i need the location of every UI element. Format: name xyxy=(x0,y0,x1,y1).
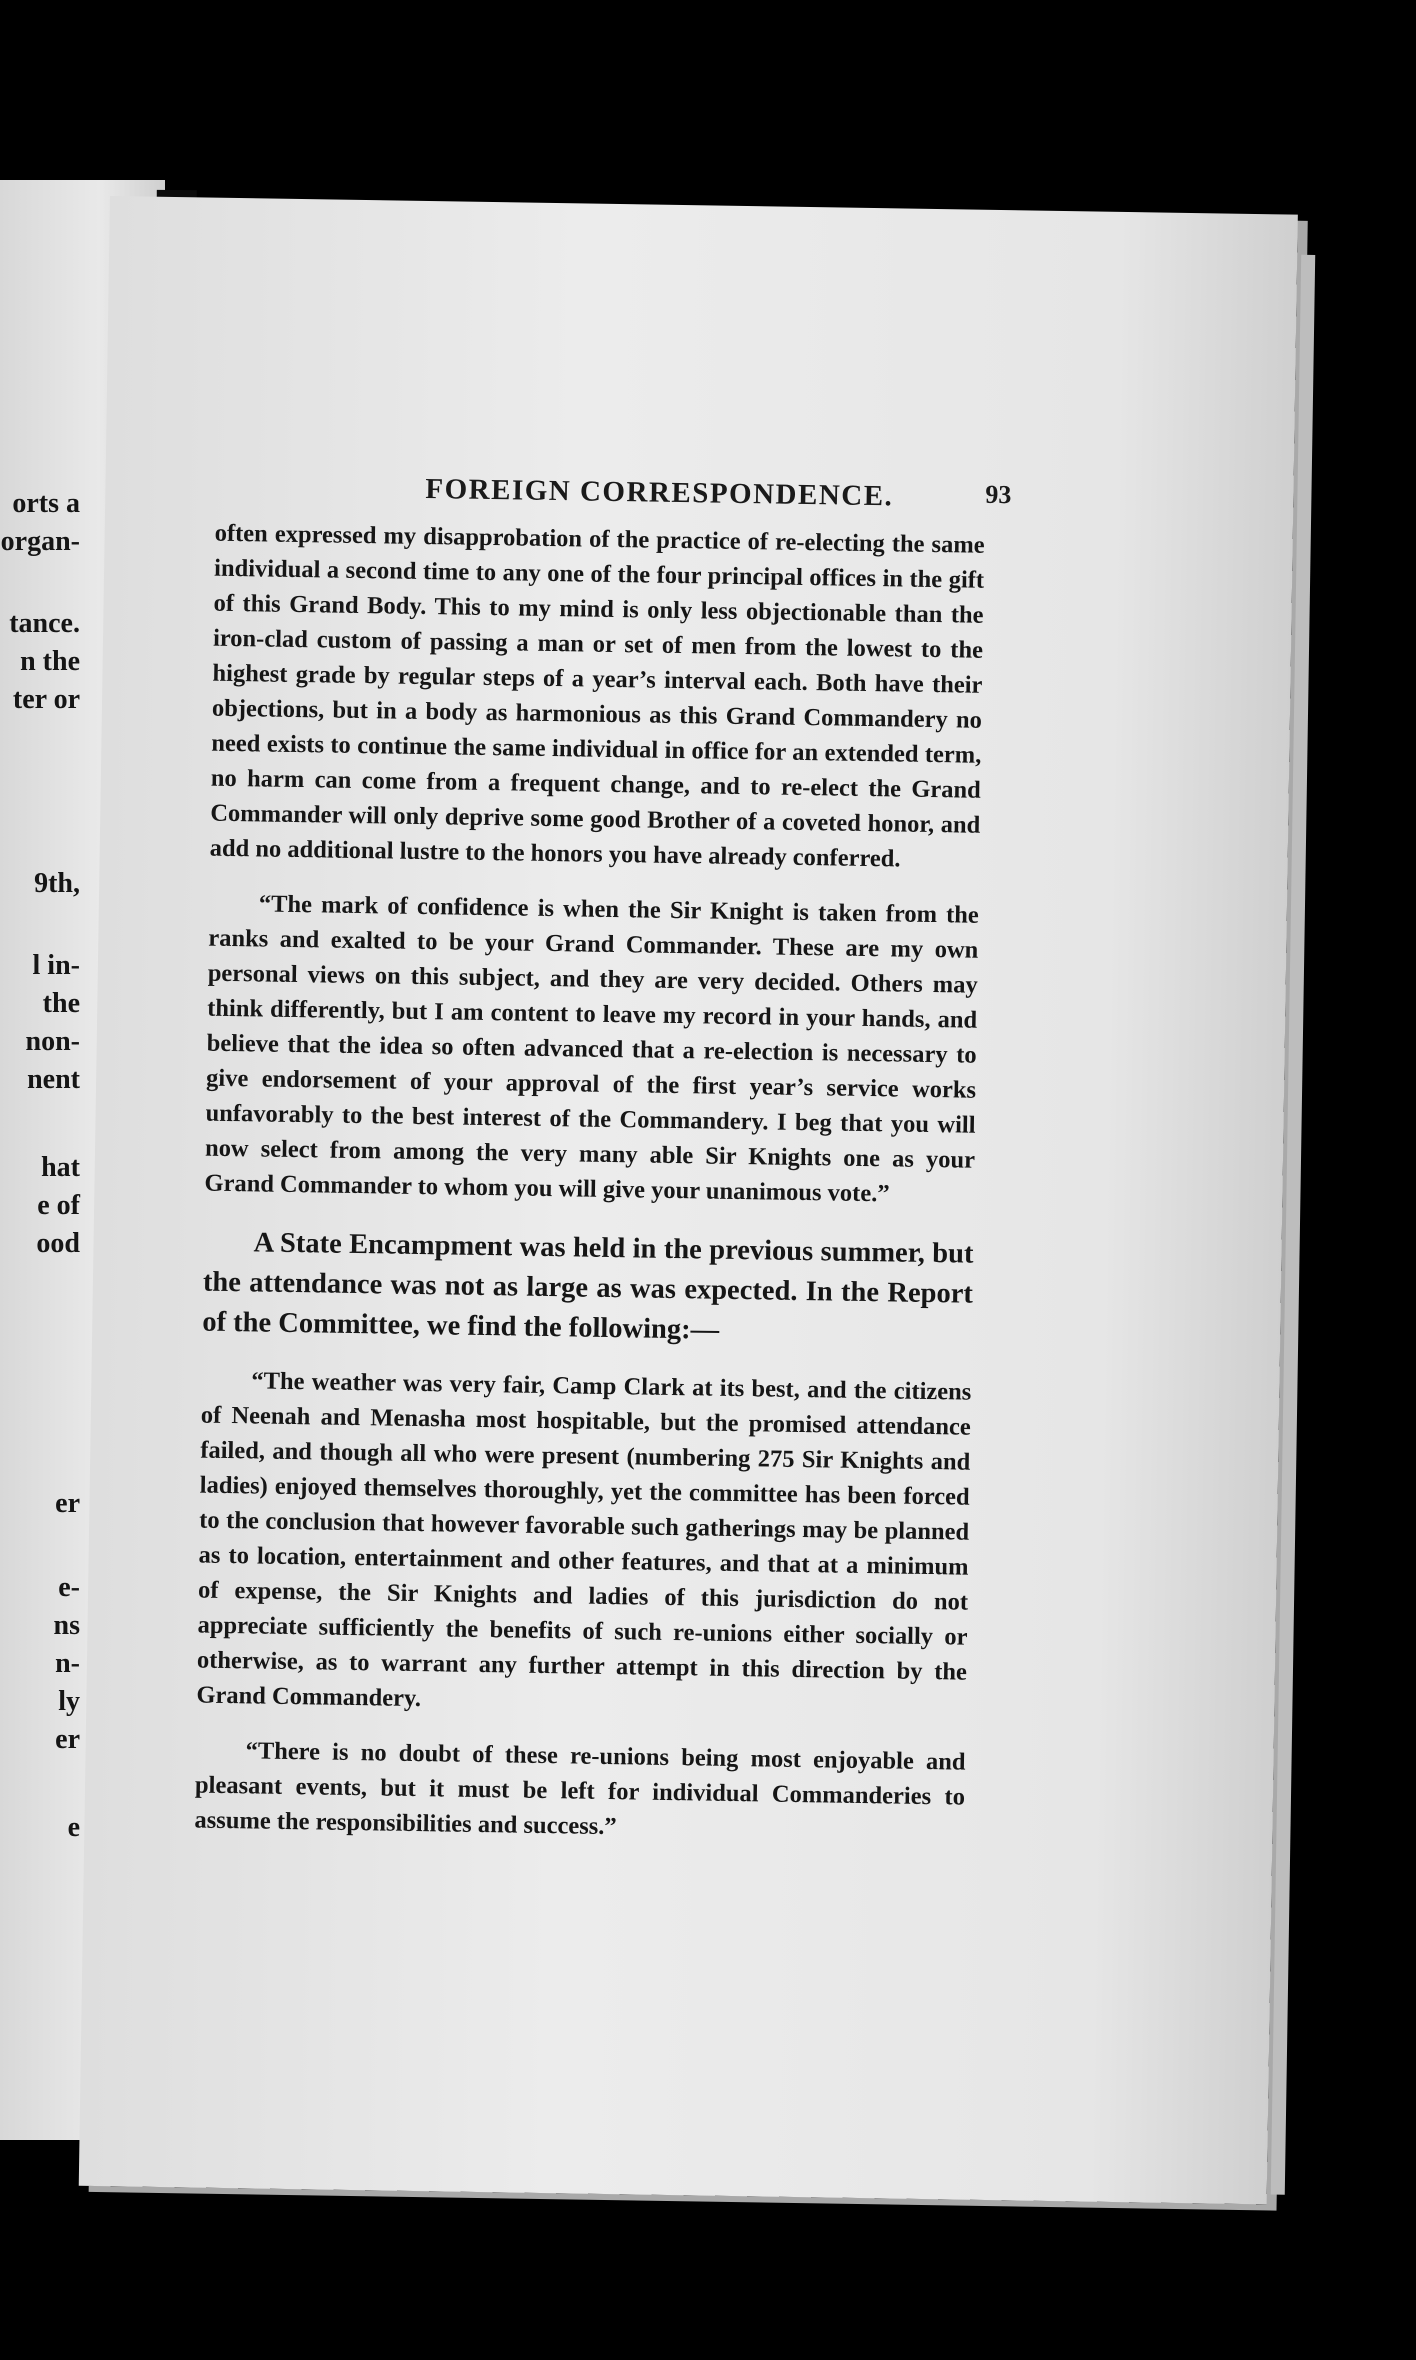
facing-page-fragment: e of xyxy=(37,1190,80,1221)
facing-page-fragment: the xyxy=(42,988,80,1019)
paragraph-quote-reunions: “There is no doubt of these re-unions being most enjoyable and pleasant events, but it must be left for individual Commanderies to assume the responsibilities and success.” xyxy=(194,1737,966,1841)
facing-page-fragment: organ- xyxy=(0,526,80,557)
page-body xyxy=(194,516,985,1850)
facing-page-fragment: l in- xyxy=(32,950,80,981)
facing-page-fragment: e- xyxy=(58,1572,80,1603)
facing-page-fragment: er xyxy=(55,1724,80,1755)
paragraph-quote-mark-of-confidence: “The mark of confidence is when the Sir Knight is taken from the ranks and exalted to be your Grand Commander. These are my own personal views on this subject, and they are very decided. Others may think differently, but I am content to leave my record in your hands, and believe that the idea so often advanced that a re-election is necessary to give endorsement of your approval of the first year’s service works unfavorably to the best interest of the Commandery. I beg that you will now select from among the very many able Sir Knights one as your Grand Commander to whom you will give your unanimous vote.” xyxy=(204,890,980,1208)
book-page xyxy=(79,196,1298,2204)
facing-page-fragment: nent xyxy=(27,1064,80,1095)
facing-page-fragment: ly xyxy=(58,1686,80,1717)
facing-page-fragment: ns xyxy=(53,1610,80,1641)
facing-page-fragment: hat xyxy=(41,1152,80,1183)
paragraph-quote-continued: often expressed my disapprobation of the practice of re-electing the same individual a second time to any one of the four principal offices in the gift of this Grand Body. This to my mind is only less objectionable than the iron-clad custom of passing a man or set of men from the lowest to the highest grade by regular steps of a year’s interval each. Both have their objections, but in a body as harmonious as this Grand Commandery no need exists to continue the same individual in office for an extended term, no harm can come from a frequent change, and to re-elect the Grand Commander will only deprive some good Brother of a coveted honor, and add no additional lustre to the honors you have already conferred. xyxy=(209,519,985,873)
facing-page-fragment: orts a xyxy=(12,488,80,519)
facing-page-fragment: 9th, xyxy=(34,868,80,899)
page-number: 93 xyxy=(985,479,1012,510)
facing-page-fragment: tance. xyxy=(9,608,80,639)
running-head: FOREIGN CORRESPONDENCE. xyxy=(425,472,894,513)
facing-page-fragment: n the xyxy=(20,646,80,677)
paragraph-state-encampment: A State Encampment was held in the previous summer, but the attendance was not as large as was expected. In the Report of the Committee, we find the following:— xyxy=(202,1227,974,1346)
facing-page-fragment: non- xyxy=(25,1026,80,1057)
facing-page-fragment: ood xyxy=(36,1228,80,1259)
paragraph-quote-weather: “The weather was very fair, Camp Clark at its best, and the citizens of Neenah and Menasha most hospitable, but the promised attendance failed, and though all who were present (numbering 275 Sir Knights and ladies) enjoyed themselves thoroughly, yet the committee has been forced to the conclusion that however favorable such gatherings may be planned as to location, entertainment and other features, and that at a minimum of expense, the Sir Knights and ladies of this jurisdiction do not appreciate sufficiently the benefits of such re-unions either socially or otherwise, as to warrant any further attempt in this direction by the Grand Commandery. xyxy=(196,1367,972,1713)
facing-page-fragment: e xyxy=(67,1812,80,1843)
facing-page-fragment: n- xyxy=(55,1648,80,1679)
facing-page-fragment: ter or xyxy=(12,684,80,715)
page-edge xyxy=(1271,255,1315,2195)
facing-page-fragment: er xyxy=(55,1488,80,1519)
